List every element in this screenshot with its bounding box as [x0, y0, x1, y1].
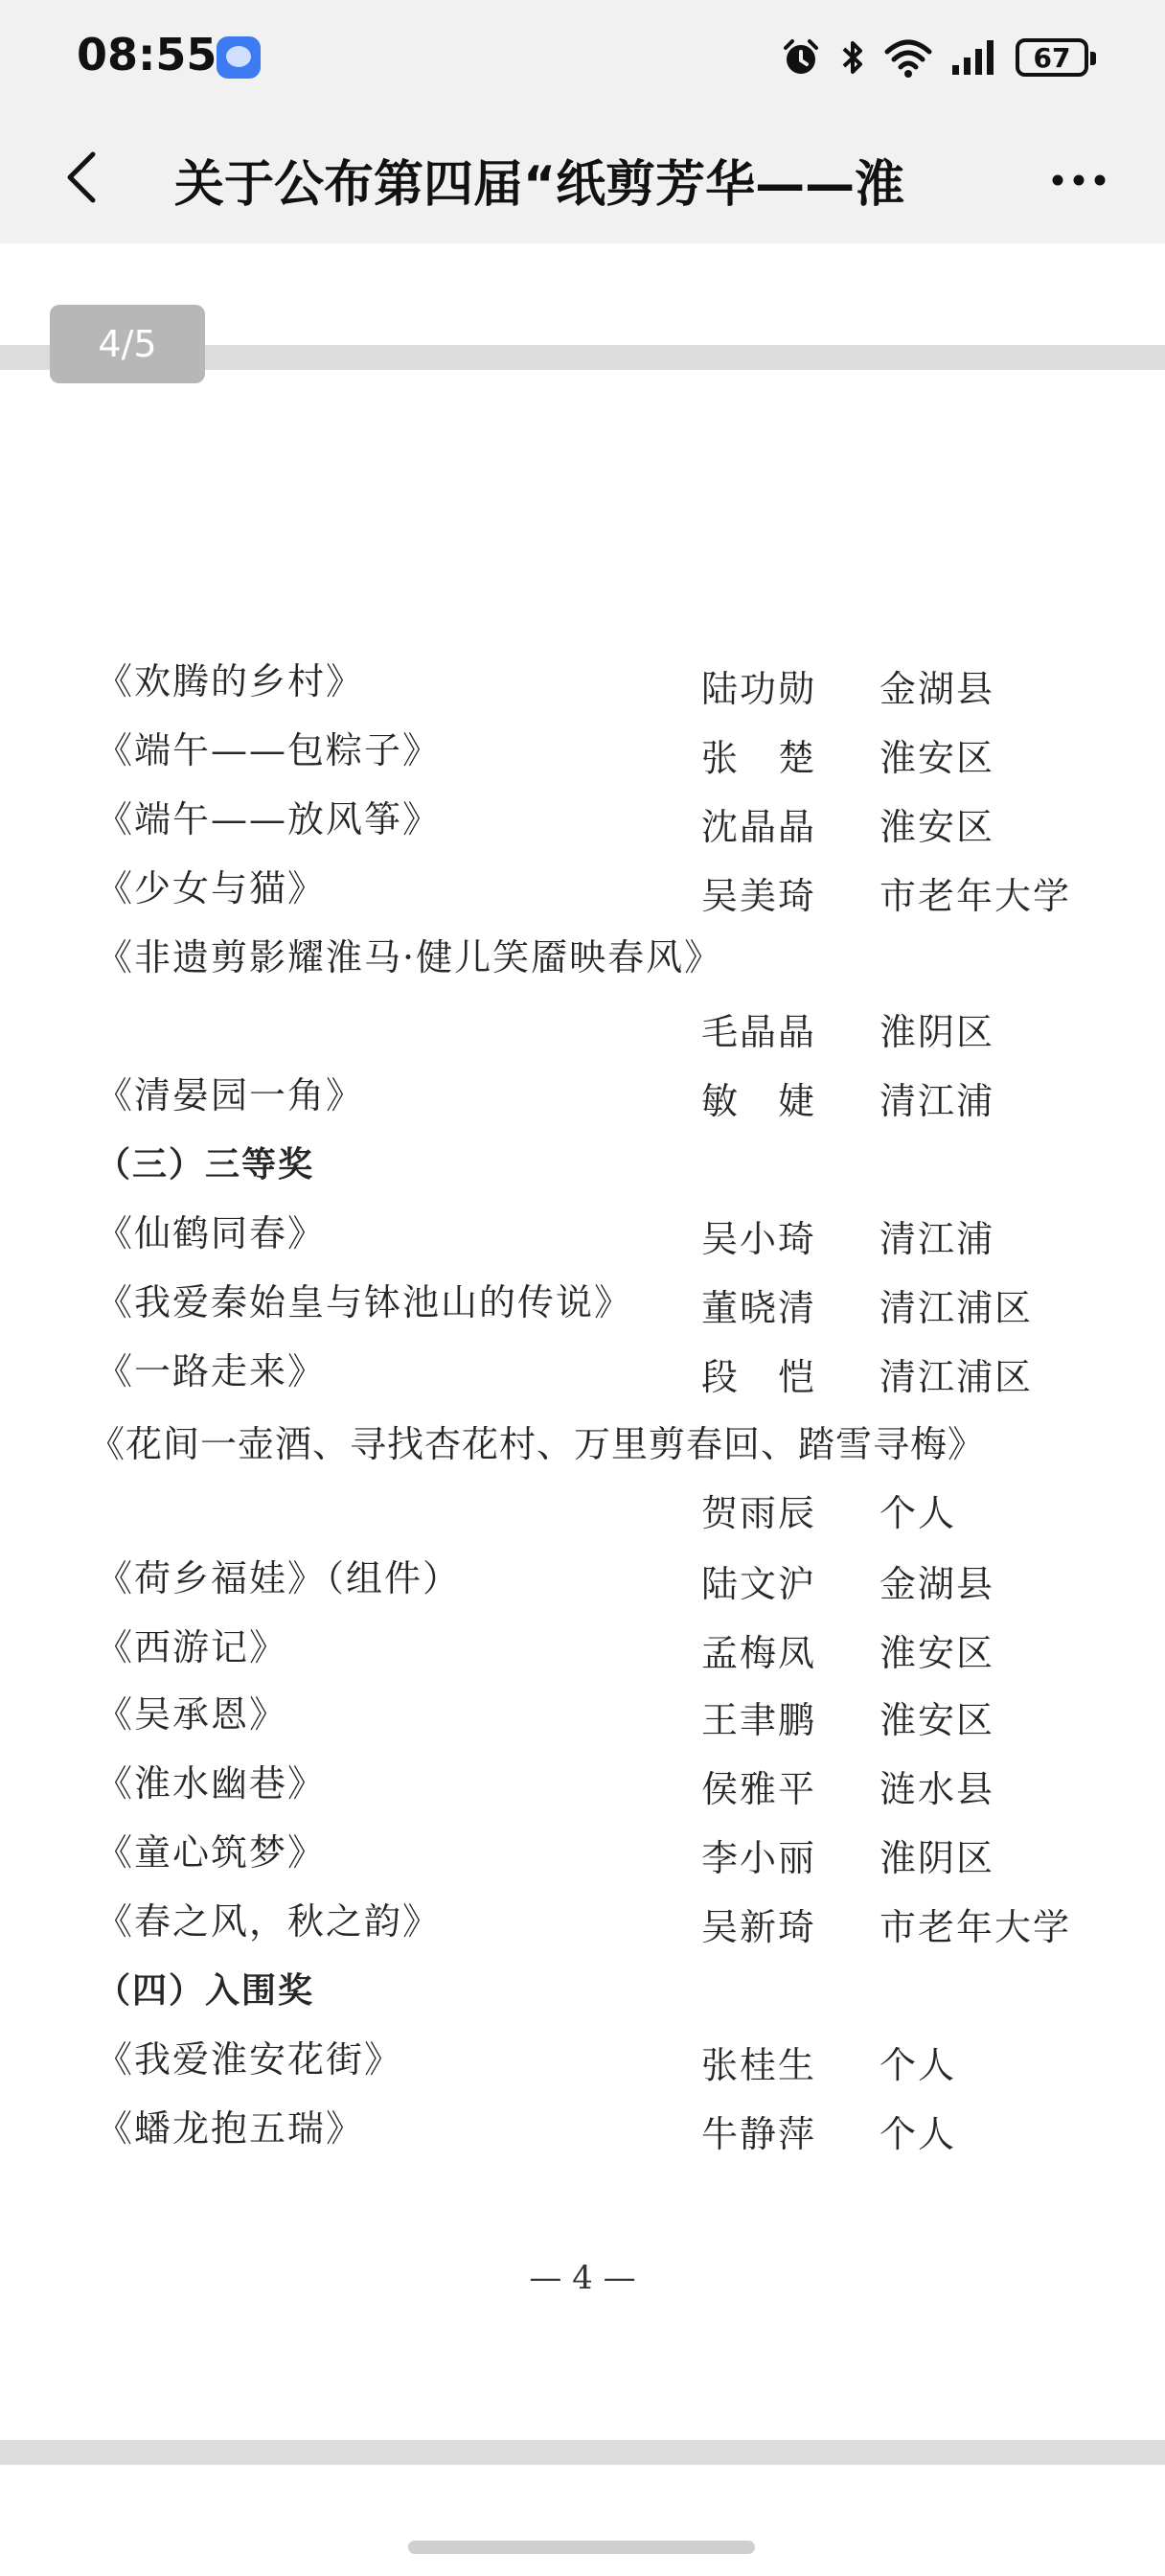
entry-name: 敏 婕 [701, 1080, 817, 1122]
alarm-icon [780, 36, 822, 79]
entry-unit: 淮安区 [879, 1632, 995, 1674]
entry-name: 李小丽 [701, 1837, 817, 1879]
entry-unit: 金湖县 [879, 1563, 995, 1605]
battery-icon [1016, 38, 1088, 77]
entry-unit: 市老年大学 [879, 875, 1072, 917]
page-separator [0, 2440, 1165, 2465]
entry-name: 吴美琦 [701, 875, 817, 917]
entry-title: 《端午——放风筝》 [96, 798, 442, 840]
entry-title: 《我爱秦始皇与钵池山的传说》 [96, 1281, 633, 1323]
entry-unit: 淮安区 [879, 1699, 995, 1741]
entry-title: 《清晏园一角》 [96, 1074, 365, 1116]
entry-title: 《荷乡福娃》（组件） [96, 1557, 462, 1599]
entry-name: 陆文沪 [701, 1563, 817, 1605]
entry-name: 王聿鹏 [701, 1699, 817, 1741]
signal-icon [950, 38, 998, 77]
entry-name: 孟梅凤 [701, 1632, 817, 1674]
entry-title: 《一路走来》 [96, 1350, 327, 1392]
more-button[interactable] [1040, 142, 1117, 218]
home-indicator[interactable] [408, 2541, 755, 2554]
entry-unit: 淮阴区 [879, 1837, 995, 1879]
entry-name: 董晓清 [701, 1287, 817, 1329]
entry-name: 侯雅平 [701, 1768, 817, 1810]
entry-name: 沈晶晶 [701, 806, 817, 848]
entry-title: 《春之风，秋之韵》 [96, 1900, 442, 1943]
entry-unit: 淮安区 [879, 737, 995, 779]
entry-unit: 淮阴区 [879, 1011, 995, 1053]
entry-unit: 淮安区 [879, 806, 995, 848]
status-time: 08:55 [77, 29, 217, 80]
entry-unit: 金湖县 [879, 668, 995, 710]
page-title: 关于公布第四届“纸剪芳华——淮 [174, 156, 905, 211]
entry-unit: 个人 [879, 2113, 957, 2155]
page-indicator: 4/5 [50, 305, 205, 383]
section-heading: （四）入围奖 [96, 1970, 315, 2011]
message-app-icon [217, 36, 261, 79]
entry-title: 《端午——包粽子》 [96, 729, 442, 771]
entry-unit: 涟水县 [879, 1768, 995, 1810]
entry-name: 陆功勋 [701, 668, 817, 710]
entry-title: 《淮水幽巷》 [96, 1762, 327, 1805]
entry-unit: 个人 [879, 2044, 957, 2086]
nav-bar [0, 115, 1165, 243]
entry-unit: 市老年大学 [879, 1906, 1072, 1948]
section-heading: （三）三等奖 [96, 1144, 315, 1184]
entry-title: 《童心筑梦》 [96, 1831, 327, 1874]
back-button[interactable] [38, 134, 125, 220]
entry-name: 毛晶晶 [701, 1011, 817, 1053]
entry-unit: 清江浦 [879, 1080, 995, 1122]
chevron-left-icon [62, 149, 101, 206]
entry-title: 《少女与猫》 [96, 867, 327, 909]
entry-unit: 清江浦 [879, 1218, 995, 1260]
entry-unit: 清江浦区 [879, 1287, 1034, 1329]
entry-name: 段 恺 [701, 1356, 817, 1398]
entry-name: 贺雨辰 [701, 1492, 817, 1534]
entry-title: 《西游记》 [96, 1626, 288, 1668]
status-bar [0, 0, 1165, 115]
entry-title: 《非遗剪影耀淮马·健儿笑靥映春风》 [96, 936, 723, 978]
entry-name: 张桂生 [701, 2044, 817, 2086]
wifi-icon [883, 36, 933, 79]
entry-title: 《吴承恩》 [96, 1693, 288, 1736]
page-number: — 4 — [529, 2259, 636, 2297]
more-icon [1050, 173, 1108, 187]
battery-level: 67 [1033, 41, 1071, 74]
entry-title: 《花间一壶酒、寻找杏花村、万里剪春回、踏雪寻梅》 [88, 1423, 986, 1465]
entry-name: 张 楚 [701, 737, 817, 779]
bluetooth-icon [839, 36, 866, 79]
entry-title: 《欢腾的乡村》 [96, 660, 365, 702]
entry-name: 牛静萍 [701, 2113, 817, 2155]
entry-unit: 个人 [879, 1492, 957, 1534]
status-icons [780, 31, 1088, 84]
entry-unit: 清江浦区 [879, 1356, 1034, 1398]
entry-name: 吴新琦 [701, 1906, 817, 1948]
entry-title: 《我爱淮安花街》 [96, 2038, 403, 2081]
entry-title: 《仙鹤同春》 [96, 1212, 327, 1254]
entry-name: 吴小琦 [701, 1218, 817, 1260]
entry-title: 《蟠龙抱五瑞》 [96, 2107, 365, 2150]
